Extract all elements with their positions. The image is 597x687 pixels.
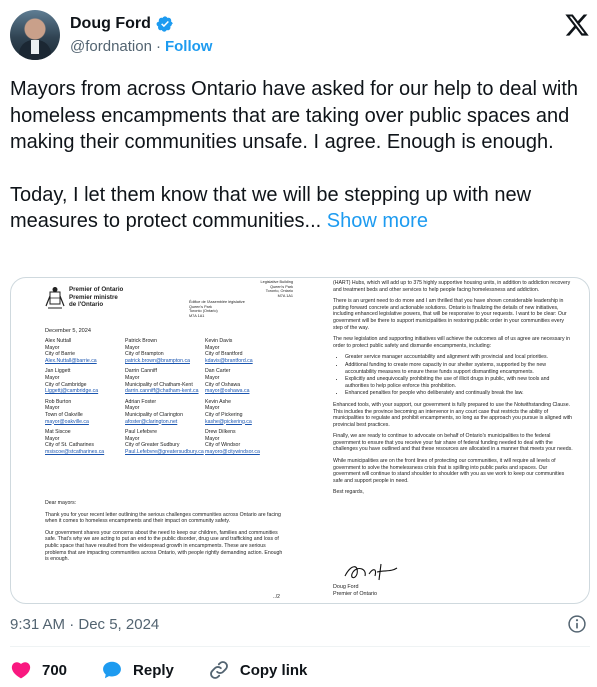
mayor-title: Mayor bbox=[45, 405, 60, 412]
handle-row bbox=[70, 38, 212, 55]
mayor-email: kashe@pickering.ca bbox=[205, 418, 252, 425]
mayor-email: Alex.Nuttall@barrie.ca bbox=[45, 357, 97, 364]
mayor-block bbox=[125, 368, 205, 394]
mayor-org: City of Cambridge bbox=[45, 381, 87, 388]
mayor-recipients bbox=[45, 338, 315, 456]
reply-bubble-icon bbox=[101, 659, 123, 681]
letter-document bbox=[11, 278, 589, 603]
letter-body-right bbox=[333, 280, 573, 501]
premier-en: Premier of Ontario bbox=[69, 286, 124, 293]
list-item: • Enhanced penalties for people who deliberately and continually break the law. bbox=[345, 390, 573, 397]
premier-heading bbox=[69, 286, 123, 309]
author-name-row bbox=[70, 15, 174, 33]
divider bbox=[10, 646, 590, 647]
mayor-name: Rob Burton bbox=[45, 398, 72, 405]
mayor-name: Alex Nuttall bbox=[45, 338, 72, 344]
mayor-name: Paul Lefebvre bbox=[125, 429, 158, 436]
mayor-email: mayoro@citywindsor.ca bbox=[205, 448, 260, 455]
verified-badge-icon bbox=[156, 15, 174, 33]
mayor-title: Mayor bbox=[125, 374, 140, 381]
info-icon[interactable] bbox=[567, 614, 587, 634]
mayor-org: City of Barrie bbox=[45, 351, 75, 358]
mayor-block bbox=[125, 338, 205, 364]
separator-dot: · bbox=[155, 38, 161, 55]
letter-paragraph: The new legislation and supporting initiatives will achieve the outcomes all of us agree are necessary in order to protect public safety and dismantle encampments, including: bbox=[333, 336, 571, 349]
author-handle[interactable]: @fordnation bbox=[70, 38, 152, 55]
show-more-link[interactable]: Show more bbox=[326, 210, 428, 232]
mayor-email: kdavis@brantford.ca bbox=[205, 357, 253, 364]
letter-paragraph: Finally, we are ready to continue to advocate on behalf of Ontario's municipalities to the federal government to ensure that you receive your fair share of federal funding needed to deal with the challenges you have outlined and that these resources are allocated in a manner that meets your needs. bbox=[333, 433, 573, 453]
mayor-title: Mayor bbox=[205, 344, 220, 351]
tweet-header bbox=[10, 10, 590, 60]
mayor-org: Municipality of Chatham-Kent bbox=[125, 381, 193, 388]
mayor-block bbox=[45, 429, 125, 455]
address-fr-line: Queen's Park bbox=[189, 304, 212, 309]
follow-button[interactable]: Follow bbox=[164, 38, 213, 55]
address-fr bbox=[189, 300, 259, 318]
letter-paragraph: Enhanced tools, with your support, our government is fully prepared to use the Notwithstanding Clause. This includes the province becoming an intervenor in any court case that restricts the ability of municipalities to regulate and prohibit encampments, so long as the approach you pursue is aligned with provincial best practices. bbox=[333, 401, 573, 428]
mayor-email: mayor@oshawa.ca bbox=[205, 388, 250, 395]
mayor-title: Mayor bbox=[125, 405, 140, 412]
list-item: • Additional funding to create more capacity in our shelter systems, supported by the new accountability measures to ensure these funds support dismantling encampments. bbox=[345, 362, 573, 375]
mayor-org: City of Greater Sudbury bbox=[125, 442, 180, 449]
mayor-block bbox=[205, 429, 285, 455]
mayor-title: Mayor bbox=[125, 344, 140, 351]
mayor-org: City of Windsor bbox=[205, 442, 241, 449]
list-item: • Greater service manager accountability and alignment with provincial and local priorities. bbox=[345, 354, 573, 361]
letter-paragraph: There is an urgent need to do more and I am thrilled that you have shown considerable leadership in putting forward concrete and actionable solutions. Ontario is finalizing the details of new initiatives, including enhanced legislative powers, that will be responsive to your requests. I want to be clear: Our government will be there to support municipalities in restoring public order in your communities every step of the way. bbox=[333, 298, 567, 331]
link-icon bbox=[208, 659, 230, 681]
premier-fr-1: Premier ministre bbox=[69, 293, 118, 301]
address-en-line: Queen's Park bbox=[270, 284, 293, 289]
outcomes-list bbox=[345, 354, 573, 397]
letter-date: December 5, 2024 bbox=[45, 328, 92, 334]
letter-image[interactable] bbox=[10, 277, 590, 604]
mayor-block bbox=[125, 399, 205, 425]
mayor-email: Liggettj@cambridge.ca bbox=[45, 388, 99, 395]
like-count: 700 bbox=[42, 661, 68, 679]
page-number: ../2 bbox=[273, 594, 280, 600]
letter-paragraph: While municipalities are on the front lines of protecting our communities, it will require all levels of government to solve the homelessness crisis that is spilling into public parks and spaces. Our government will continue to stand shoulder to shoulder with you as we work to keep our communities safe and support people in need. bbox=[333, 458, 565, 484]
mayor-name: Mat Siscoe bbox=[45, 429, 71, 436]
mayor-name: Jan Liggett bbox=[45, 368, 71, 375]
tweet-paragraph-1: Mayors from across Ontario have asked for our help to deal with homeless encampments that are taking over public spaces and making their communities unsafe. I agree. Enough is enough. bbox=[10, 78, 579, 153]
tweet-actions bbox=[10, 655, 341, 685]
reply-label: Reply bbox=[133, 661, 174, 679]
mayor-name: Patrick Brown bbox=[125, 338, 157, 344]
mayor-org: City of Pickering bbox=[205, 411, 243, 418]
address-fr-line: Toronto (Ontario) bbox=[189, 309, 218, 314]
tweet-paragraph-2-wrapper bbox=[10, 182, 585, 235]
mayor-block bbox=[205, 399, 285, 425]
avatar[interactable] bbox=[10, 10, 60, 60]
mayor-block bbox=[125, 429, 205, 455]
mayor-name: Dan Carter bbox=[205, 368, 231, 375]
mayor-name: Kevin Ashe bbox=[205, 398, 231, 405]
premier-fr-2: de l'Ontario bbox=[69, 301, 104, 308]
mayor-title: Mayor bbox=[205, 435, 220, 442]
author-name[interactable]: Doug Ford bbox=[70, 15, 151, 32]
mayor-email: msiscoe@stcatharines.ca bbox=[45, 448, 105, 455]
mayor-name: Darrin Canniff bbox=[125, 368, 157, 375]
letter-body-left bbox=[45, 500, 285, 568]
mayor-title: Mayor bbox=[205, 405, 220, 412]
mayor-block bbox=[45, 368, 125, 394]
address-en-line: Legislative Building bbox=[260, 280, 293, 284]
salutation: Dear mayors: bbox=[45, 500, 77, 506]
mayor-org: City of Brampton bbox=[125, 351, 164, 358]
mayor-title: Mayor bbox=[45, 374, 60, 381]
paragraph-gap bbox=[10, 156, 585, 182]
address-en bbox=[243, 280, 293, 298]
mayor-title: Mayor bbox=[45, 435, 60, 442]
mayor-block bbox=[45, 338, 125, 364]
address-fr-line: M7A 1A1 bbox=[189, 313, 205, 318]
reply-button[interactable] bbox=[101, 659, 174, 681]
avatar-shirt bbox=[31, 40, 39, 54]
tweet-text bbox=[10, 76, 585, 235]
copy-link-label: Copy link bbox=[239, 661, 308, 679]
tweet-paragraph-2: Today, I let them know that we will be stepping up with new measures to protect communities... bbox=[10, 183, 532, 232]
address-en-line: Toronto, Ontario bbox=[265, 289, 293, 294]
signature-block bbox=[333, 584, 377, 597]
mayor-org: City of St. Catharines bbox=[45, 442, 95, 449]
tweet-timestamp[interactable]: 9:31 AM · Dec 5, 2024 bbox=[10, 616, 160, 633]
signer-name: Doug Ford bbox=[333, 584, 359, 590]
list-item: • Explicitly and unequivocally prohibiting the use of illicit drugs in public, with new tools and authorities to help police enforce this prohibition. bbox=[345, 376, 573, 389]
mayor-org: City of Oshawa bbox=[205, 381, 241, 388]
mayor-name: Adrian Foster bbox=[125, 398, 157, 405]
mayor-block bbox=[45, 399, 125, 425]
letter-paragraph: Our government shares your concerns about the need to keep our children, families and communities safe. That's why we are acting to put an end to the public disorder, drug use and trafficking and loss of public space that have resulted from the widespread growth in encampments. These are serious problems that are impacting communities across Ontario, with people rightly demanding action. Enough is enough. bbox=[45, 529, 283, 563]
like-button[interactable] bbox=[10, 659, 67, 681]
mayor-org: Municipality of Clarington bbox=[125, 411, 183, 418]
closing: Best regards, bbox=[333, 489, 364, 496]
heart-icon bbox=[10, 659, 32, 681]
mayor-block bbox=[205, 338, 285, 364]
x-logo-icon[interactable] bbox=[564, 12, 590, 38]
mayor-title: Mayor bbox=[125, 435, 140, 442]
mayor-title: Mayor bbox=[45, 344, 60, 351]
signer-title: Premier of Ontario bbox=[333, 590, 378, 597]
mayor-name: Drew Dilkens bbox=[205, 429, 236, 436]
mayor-email: darrin.canniff@chatham-kent.ca bbox=[125, 388, 199, 395]
mayor-title: Mayor bbox=[205, 374, 220, 381]
mayor-org: City of Brantford bbox=[205, 351, 243, 358]
copy-link-button[interactable] bbox=[208, 659, 308, 681]
mayor-org: Town of Oakville bbox=[45, 411, 83, 418]
mayor-name: Kevin Davis bbox=[205, 338, 233, 344]
mayor-email: Paul.Lefebvre@greatersudbury.ca bbox=[125, 448, 204, 455]
letter-paragraph: Thank you for your recent letter outlining the serious challenges communities across Ontario are facing when it comes to homeless encampments and their impact on community safety. bbox=[45, 511, 281, 525]
signature-icon bbox=[341, 560, 411, 582]
mayor-email: patrick.brown@brampton.ca bbox=[125, 357, 190, 364]
ontario-coat-of-arms-icon bbox=[45, 286, 65, 310]
address-en-line: M7A 1A1 bbox=[277, 293, 293, 298]
address-fr-line: Édifice de l'Assemblée législative bbox=[189, 300, 245, 304]
mayor-email: mayor@oakville.ca bbox=[45, 418, 89, 425]
mayor-email: afoster@clarington.net bbox=[125, 418, 178, 425]
letter-paragraph: (HART) Hubs, which will add up to 375 highly supportive housing units, in addition to addiction recovery and treatment beds and other services to help people facing homelessness and addiction. bbox=[333, 280, 571, 293]
mayor-block bbox=[205, 368, 285, 394]
